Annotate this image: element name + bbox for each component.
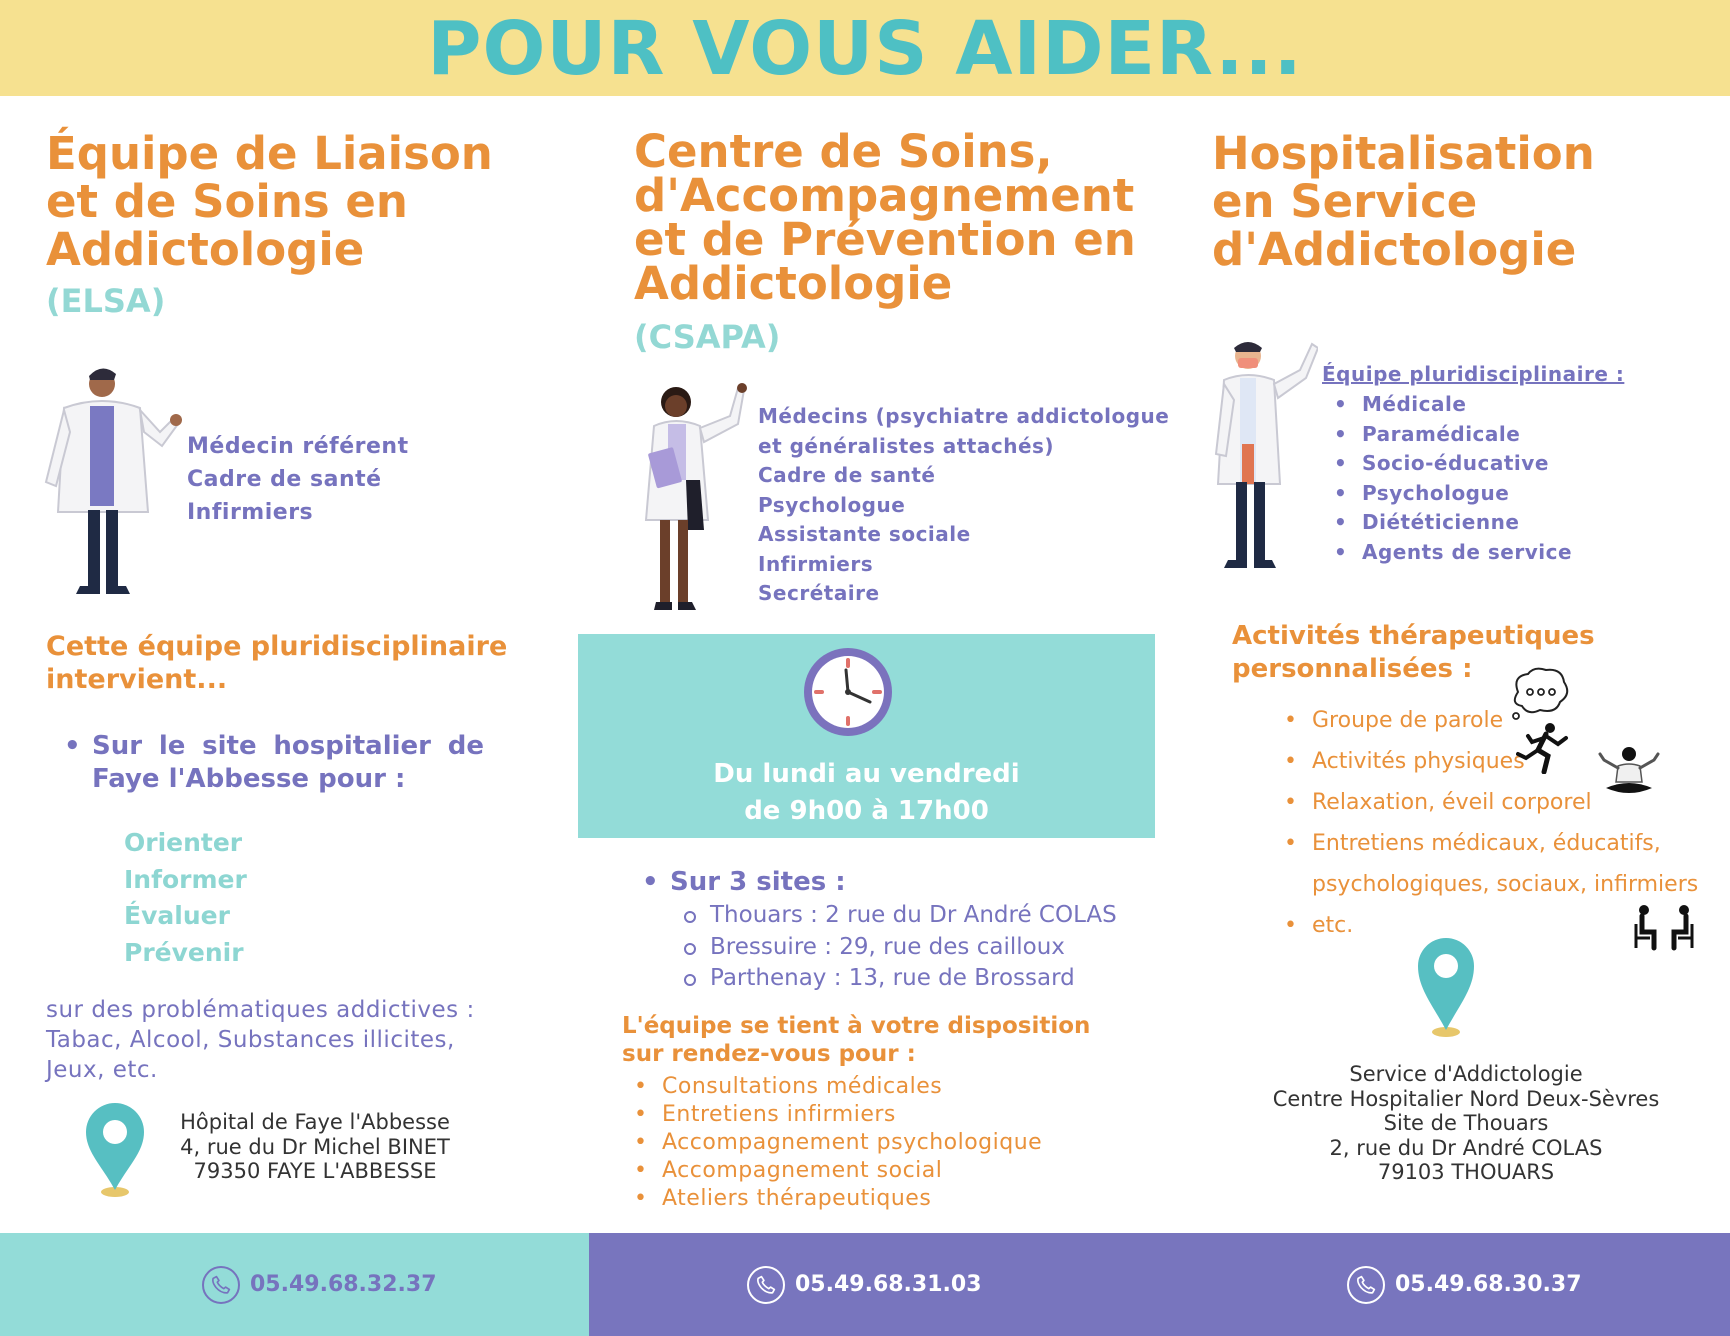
- text-line: Jeux, etc.: [46, 1057, 158, 1083]
- hospi-phone[interactable]: [1347, 1233, 1582, 1336]
- elsa-title-line: Addictologie: [46, 223, 365, 276]
- hospi-address: [1230, 1062, 1702, 1185]
- conversation-chairs-icon: [1632, 904, 1698, 952]
- hours-line: Du lundi au vendredi: [713, 759, 1020, 789]
- address-line: 79103 THOUARS: [1377, 1160, 1555, 1184]
- heading-line: intervient...: [46, 664, 228, 695]
- list-item: Cadre de santé: [187, 467, 382, 492]
- heading-line: sur rendez-vous pour :: [622, 1041, 916, 1067]
- csapa-services: [634, 1073, 1042, 1213]
- list-item: • Paramédicale: [1334, 420, 1572, 450]
- list-item: Médecins (psychiatre addictologue: [758, 404, 1170, 428]
- heading-line: Cette équipe pluridisciplinaire: [46, 631, 508, 662]
- page-title: POUR VOUS AIDER...: [427, 6, 1303, 92]
- list-item: Informer: [124, 864, 247, 894]
- address-line: 79350 FAYE L'ABBESSE: [193, 1159, 437, 1183]
- list-item: • Entretiens infirmiers: [634, 1101, 1042, 1129]
- csapa-disposition-heading: [622, 1012, 1090, 1068]
- csapa-title: [634, 125, 1136, 310]
- elsa-site-bullet: [64, 730, 484, 796]
- elsa-intervention-heading: [46, 630, 507, 696]
- hospi-title-line: en Service: [1212, 175, 1478, 228]
- footer-csapa-hospi: [589, 1233, 1730, 1336]
- list-item: Prévenir: [124, 937, 244, 967]
- list-item: et généralistes attachés): [758, 433, 1055, 458]
- list-item: Psychologue: [758, 492, 906, 517]
- list-item: • Accompagnement psychologique: [634, 1129, 1042, 1157]
- list-item: Infirmiers: [758, 551, 874, 576]
- hospi-title-line: Hospitalisation: [1212, 127, 1595, 180]
- csapa-sites: [680, 900, 1117, 995]
- elsa-acronym: (ELSA): [46, 282, 166, 320]
- list-item: Infirmiers: [187, 500, 314, 525]
- list-item: • Entretiens médicaux, éducatifs,: [1284, 823, 1698, 864]
- hospi-title: [1212, 127, 1595, 276]
- list-item: Secrétaire: [758, 581, 880, 605]
- bullet-line: • Sur le site hospitalier de: [92, 731, 484, 761]
- csapa-acronym: (CSAPA): [634, 318, 781, 356]
- elsa-title-line: et de Soins en: [46, 175, 408, 228]
- location-pin-icon: [82, 1100, 148, 1200]
- address-line: Service d'Addictologie: [1349, 1062, 1583, 1086]
- list-item: • Agents de service: [1334, 538, 1572, 568]
- csapa-phone[interactable]: [747, 1233, 982, 1336]
- csapa-title-line: Centre de Soins,: [634, 125, 1053, 178]
- address-line: Site de Thouars: [1383, 1111, 1549, 1135]
- elsa-title-line: Équipe de Liaison: [46, 127, 493, 180]
- opening-hours-text: [578, 756, 1155, 830]
- list-item: Évaluer: [124, 901, 230, 930]
- list-item: • Sur 3 sites :: [642, 866, 846, 898]
- list-item: [64, 730, 484, 796]
- elsa-problematics: [46, 995, 475, 1085]
- csapa-roles: [758, 402, 1169, 609]
- list-item-continuation: psychologiques, sociaux, infirmiers: [1312, 872, 1699, 897]
- list-item: • etc.: [1284, 905, 1698, 946]
- phone-number: 05.49.68.31.03: [795, 1272, 982, 1297]
- list-item: Bressuire : 29, rue des cailloux: [680, 932, 1117, 964]
- meditation-icon: [1596, 744, 1662, 800]
- address-line: Hôpital de Faye l'Abbesse: [180, 1110, 450, 1134]
- text-line: Tabac, Alcool, Substances illicites,: [46, 1027, 455, 1053]
- phone-number: 05.49.68.32.37: [250, 1272, 437, 1297]
- elsa-actions: [124, 825, 247, 971]
- elsa-phone[interactable]: [202, 1233, 437, 1336]
- list-item: • Psychologue: [1334, 479, 1572, 509]
- heading-line: L'équipe se tient à votre disposition: [622, 1013, 1091, 1039]
- phone-icon: [202, 1266, 240, 1304]
- text-line: sur des problématiques addictives :: [46, 997, 475, 1023]
- address-line: Centre Hospitalier Nord Deux-Sèvres: [1272, 1086, 1660, 1111]
- list-item: • Socio-éducative: [1334, 449, 1572, 479]
- speech-bubble-icon: [1508, 666, 1572, 724]
- list-item: Assistante sociale: [758, 522, 971, 546]
- clock-icon: [800, 644, 896, 740]
- csapa-title-line: et de Prévention en: [634, 213, 1136, 266]
- hospi-team: [1334, 390, 1572, 567]
- hospi-title-line: d'Addictologie: [1212, 223, 1577, 276]
- phone-number: 05.49.68.30.37: [1395, 1272, 1582, 1297]
- elsa-title: [46, 127, 493, 276]
- phone-icon: [747, 1266, 785, 1304]
- list-item: • Ateliers thérapeutiques: [634, 1185, 1042, 1213]
- csapa-title-line: Addictologie: [634, 257, 953, 310]
- list-item: Thouars : 2 rue du Dr André COLAS: [680, 900, 1117, 932]
- bullet-line: Faye l'Abbesse pour :: [92, 764, 406, 794]
- hospi-team-heading: Équipe pluridisciplinaire :: [1322, 362, 1625, 386]
- list-item: • Groupe de parole: [1284, 700, 1698, 741]
- list-item: • Relaxation, éveil corporel: [1284, 782, 1698, 823]
- footer-elsa: [0, 1233, 589, 1336]
- heading-line: Activités thérapeutiques: [1232, 621, 1595, 651]
- csapa-title-line: d'Accompagnement: [634, 169, 1135, 222]
- list-item: • Accompagnement social: [634, 1157, 1042, 1185]
- opening-hours-box: [578, 634, 1155, 838]
- address-line: 4, rue du Dr Michel BINET: [180, 1134, 450, 1159]
- list-item: Cadre de santé: [758, 463, 936, 487]
- list-item: Parthenay : 13, rue de Brossard: [680, 963, 1117, 995]
- doctor-male-illustration: [44, 362, 184, 596]
- list-item: Médecin référent: [187, 434, 409, 459]
- heading-line: personnalisées :: [1232, 654, 1473, 684]
- address-line: 2, rue du Dr André COLAS: [1329, 1135, 1603, 1160]
- elsa-roles: [187, 430, 409, 529]
- doctor-female-illustration: [634, 380, 754, 616]
- list-item: • Consultations médicales: [634, 1073, 1042, 1101]
- list-item: • Diététicienne: [1334, 508, 1572, 538]
- list-item: • Médicale: [1334, 390, 1572, 420]
- elsa-address: [160, 1110, 470, 1184]
- runner-icon: [1516, 722, 1572, 774]
- phone-icon: [1347, 1266, 1385, 1304]
- doctor-masked-illustration: [1212, 334, 1318, 574]
- list-item: • Activités physiques: [1284, 741, 1698, 782]
- hours-line: de 9h00 à 17h00: [744, 796, 989, 826]
- location-pin-icon: [1414, 934, 1478, 1040]
- csapa-sites-heading: [642, 866, 846, 898]
- list-item: Orienter: [124, 828, 243, 857]
